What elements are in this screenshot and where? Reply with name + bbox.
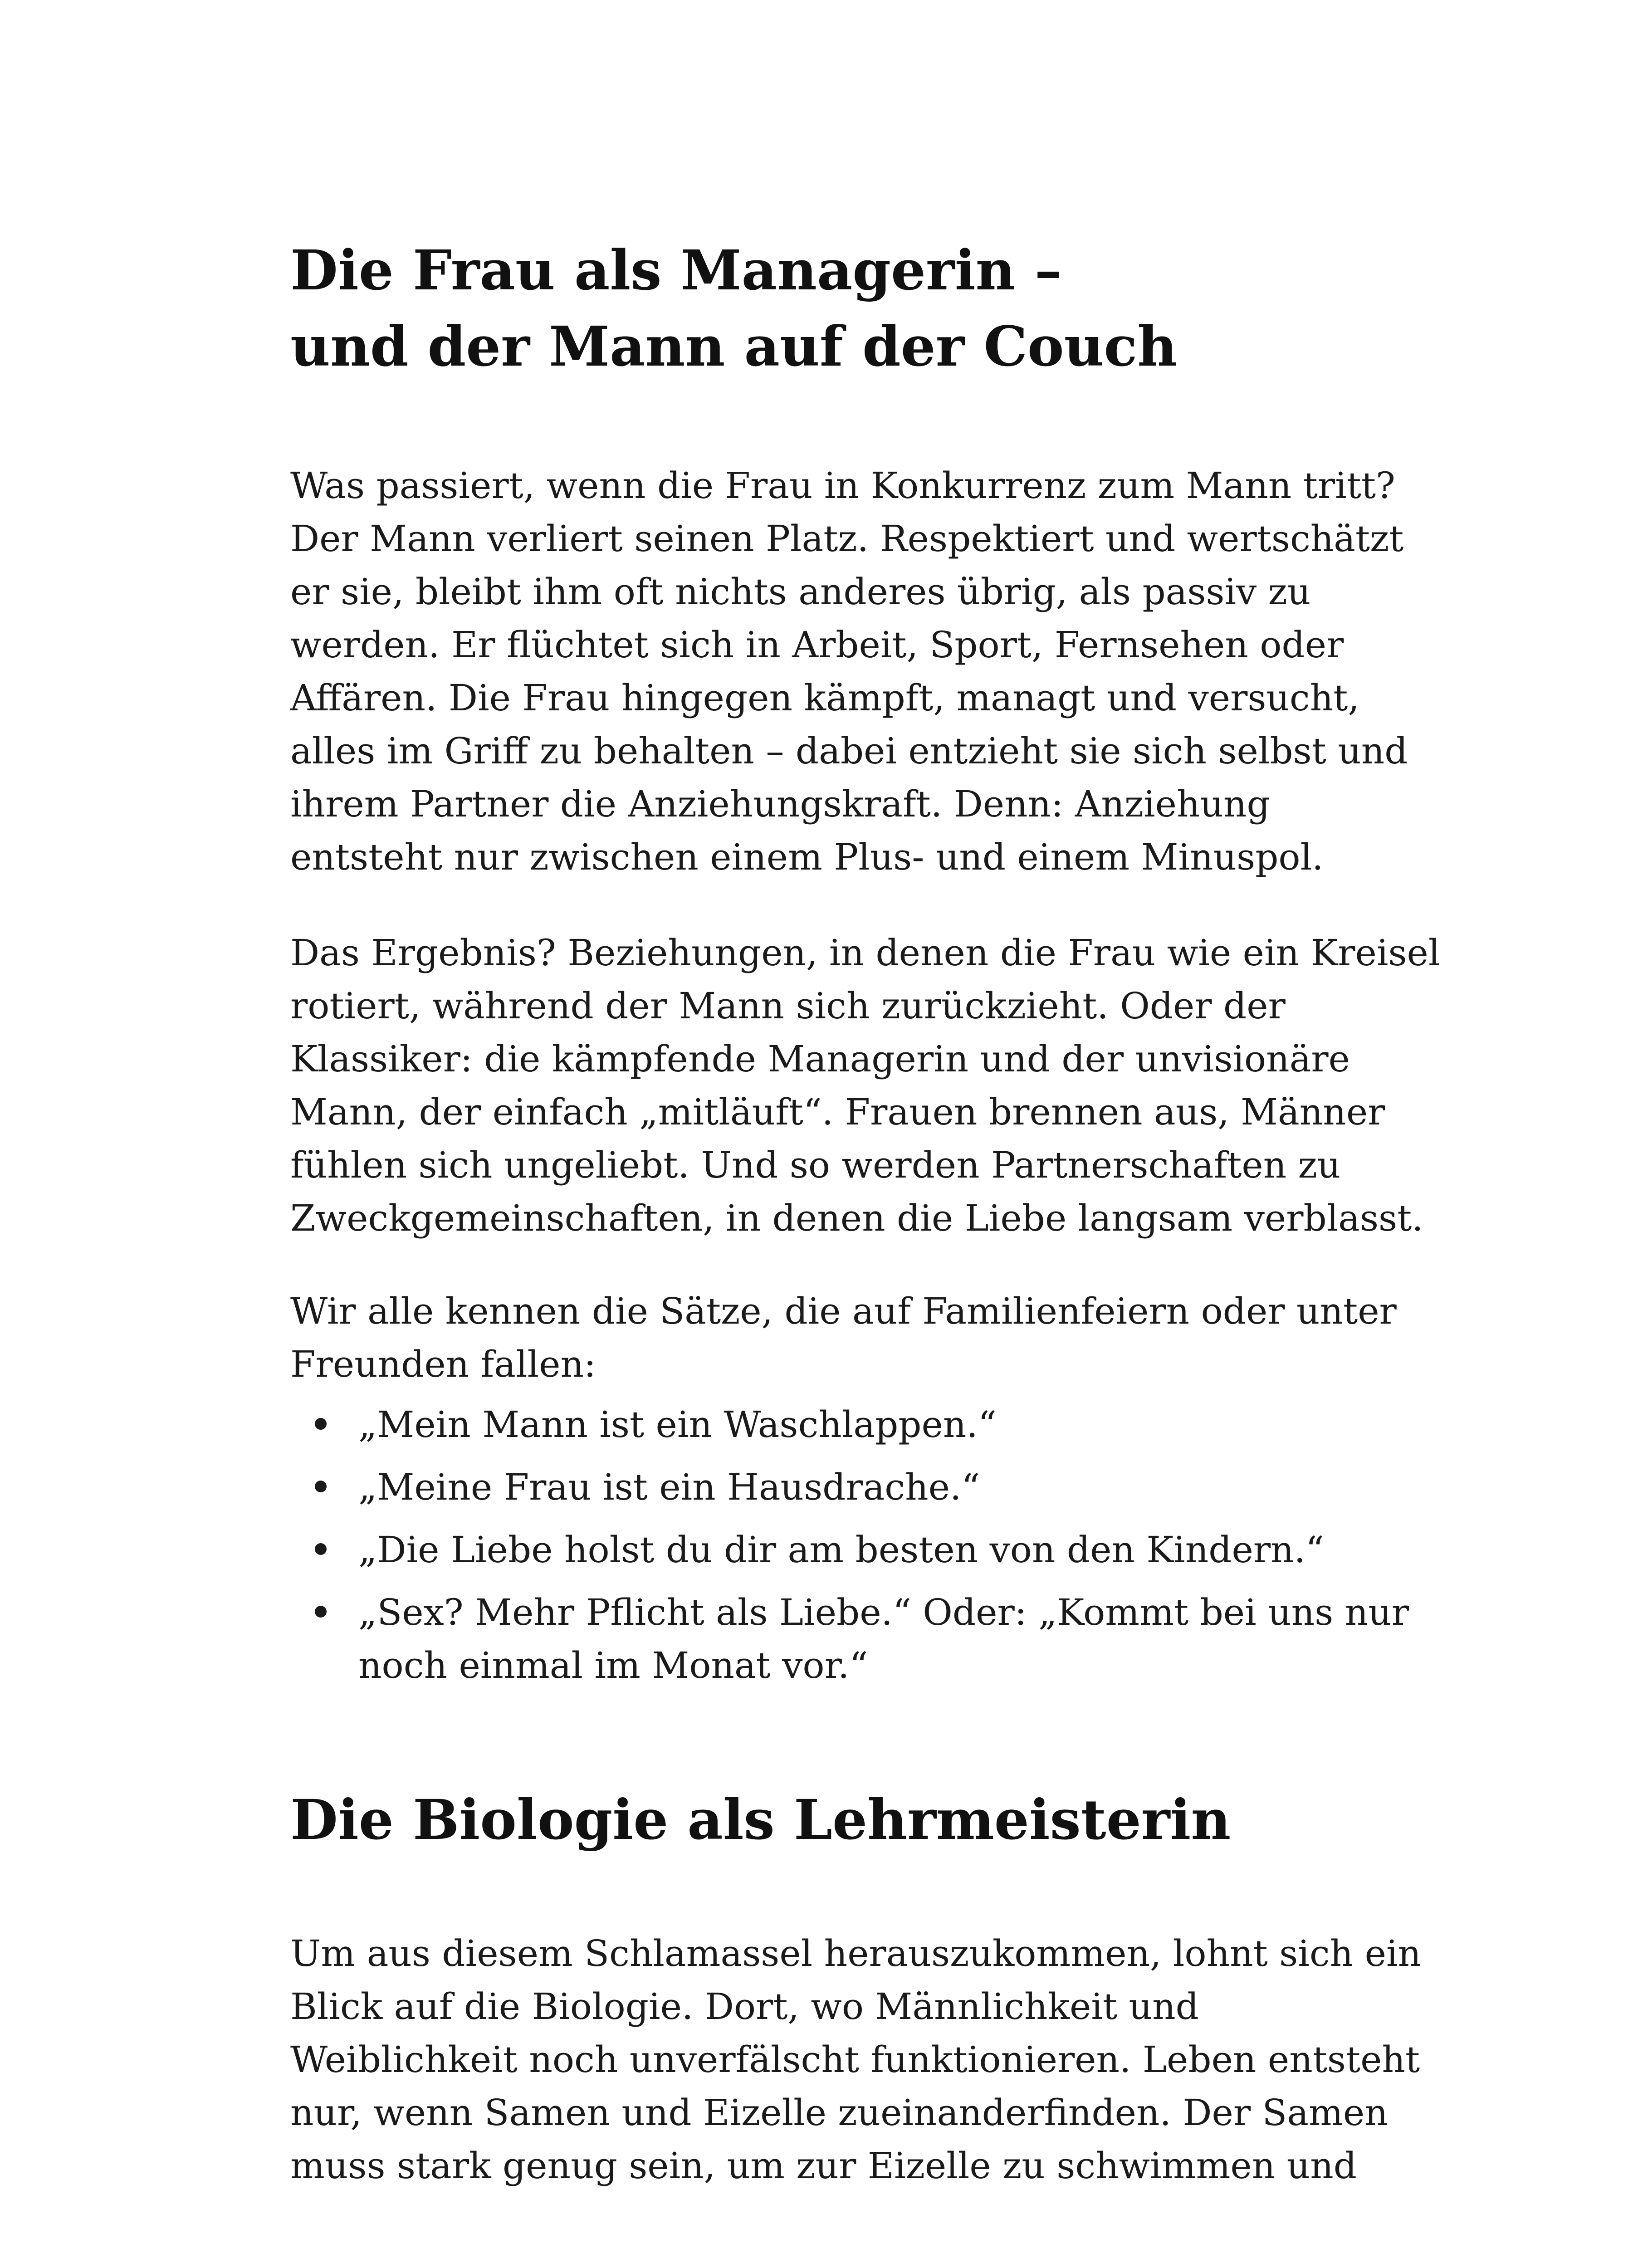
bullet-text: noch einmal im Monat vor.“ [358,1644,868,1686]
paragraph-biologie [290,1927,1422,2192]
text-line: Der Mann verliert seinen Platz. Respektiert und wertschätzt [290,518,1404,560]
text-line: nur, wenn Samen und Eizelle zueinanderfinden. Der Samen [290,2092,1388,2134]
text-line: Zweckgemeinschaften, in denen die Liebe langsam verblasst. [290,1197,1423,1239]
heading-line: Die Frau als Managerin – [290,238,1062,303]
text-line: Weiblichkeit noch unverfälscht funktionieren. Leben entsteht [290,2038,1420,2081]
bullet-text: „Meine Frau ist ein Hausdrache.“ [358,1466,980,1508]
text-line: er sie, bleibt ihm oft nichts anderes übrig, als passiv zu [290,571,1311,613]
bullet-text: „Sex? Mehr Pflicht als Liebe.“ Oder: „Kommt bei uns nur [358,1591,1409,1633]
bullet-icon [315,1606,327,1618]
quote-bullet-list [290,1398,1409,1701]
section-heading-managerin [290,232,1397,385]
paragraph-konkurrenz [290,459,1408,884]
text-line: Mann, der einfach „mitläuft“. Frauen brennen aus, Männer [290,1091,1385,1133]
bullet-item [290,1523,1397,1576]
text-line: Freunden fallen: [290,1343,596,1385]
bullet-item [290,1461,1397,1514]
text-line: Wir alle kennen die Sätze, die auf Familienfeiern oder unter [290,1290,1397,1332]
bullet-text: „Mein Mann ist ein Waschlappen.“ [358,1403,997,1446]
text-line: fühlen sich ungeliebt. Und so werden Partnerschaften zu [290,1144,1341,1186]
bullet-icon [315,1418,327,1430]
heading-line: Die Biologie als Lehrmeisterin [290,1787,1231,1852]
heading-line: und der Mann auf der Couch [290,314,1178,379]
bullet-item [290,1586,1409,1692]
text-line: Was passiert, wenn die Frau in Konkurrenz zum Mann tritt? [290,464,1395,507]
text-line: rotiert, während der Mann sich zurückzieht. Oder der [290,985,1286,1027]
paragraph-saetze [290,1285,1397,1391]
text-line: Klassiker: die kämpfende Managerin und der unvisionäre [290,1038,1350,1080]
bullet-icon [315,1543,327,1555]
bullet-icon [315,1481,327,1492]
text-line: werden. Er flüchtet sich in Arbeit, Sport, Fernsehen oder [290,624,1344,666]
bullet-text: „Die Liebe holst du dir am besten von den Kindern.“ [358,1529,1324,1571]
text-line: Affären. Die Frau hingegen kämpft, managt und versucht, [290,677,1359,719]
text-line: Um aus diesem Schlamassel herauszukommen, lohnt sich ein [290,1932,1422,1975]
bullet-item [290,1398,1397,1451]
text-line: muss stark genug sein, um zur Eizelle zu schwimmen und [290,2145,1357,2187]
text-line: Das Ergebnis? Beziehungen, in denen die Frau wie ein Kreisel [290,932,1440,974]
text-line: Blick auf die Biologie. Dort, wo Männlichkeit und [290,1985,1199,2028]
text-line: entsteht nur zwischen einem Plus- und einem Minuspol. [290,836,1324,878]
paragraph-ergebnis [290,926,1440,1245]
text-line: alles im Griff zu behalten – dabei entzieht sie sich selbst und [290,730,1408,772]
section-heading-biologie [290,1782,1397,1858]
text-line: ihrem Partner die Anziehungskraft. Denn: Anziehung [290,783,1270,825]
